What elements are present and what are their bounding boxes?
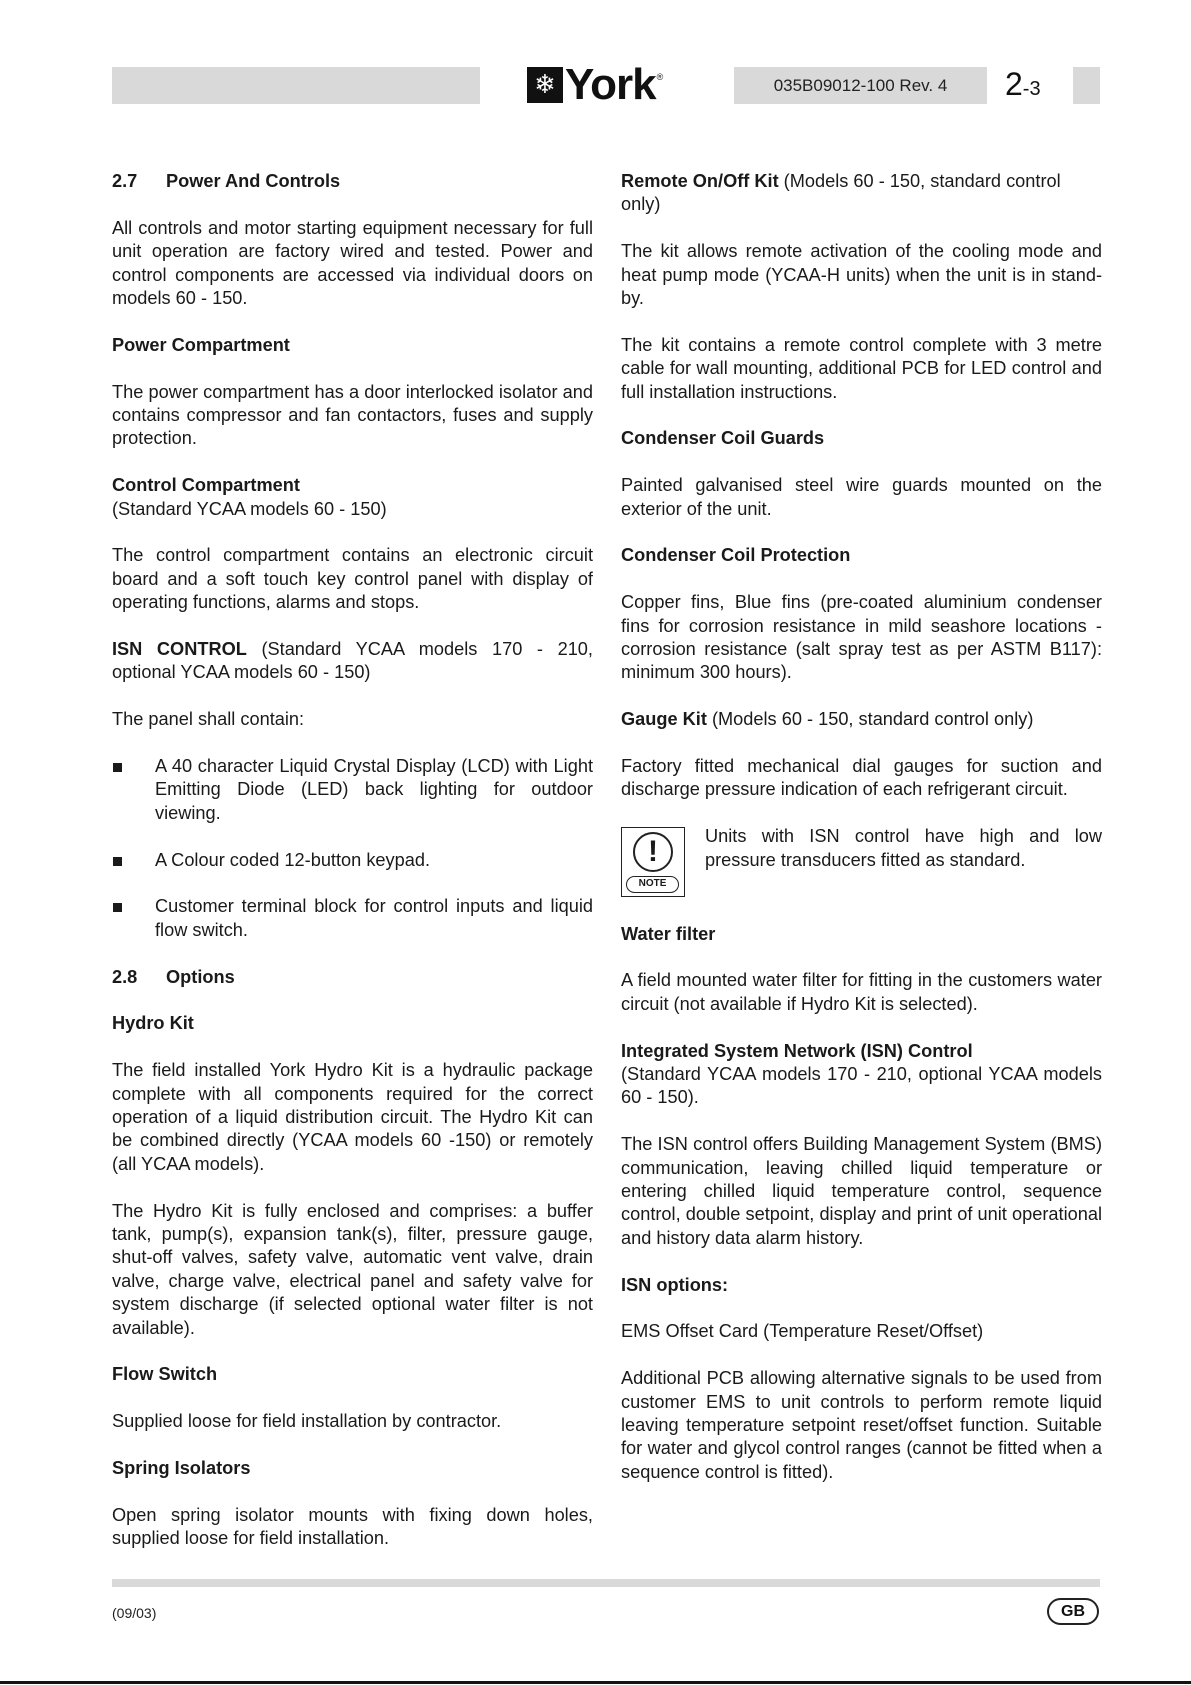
note-text: Units with ISN control have high and low pressure transducers fitted as standard. xyxy=(705,826,1102,870)
control-compartment-paragraph: The control compartment contains an electronic circuit board and a soft touch key control panel with display of operating functions, alarms and stops. xyxy=(112,545,593,613)
hydro-kit-heading: Hydro Kit xyxy=(112,1013,194,1034)
bullet-square-icon xyxy=(113,903,122,912)
left-column xyxy=(112,170,593,1574)
spring-isolators-paragraph: Open spring isolator mounts with fixing down holes, supplied loose for field installation. xyxy=(112,1504,593,1549)
ems-card-paragraph: Additional PCB allowing alternative signals to be used from customer EMS to unit controls to perform remote liquid leaving temperature setpoint reset/offset function. Suitable for water and glycol control ranges (cannot be fitted when a sequence control is fitted). xyxy=(621,1368,1102,1482)
header-bar-left xyxy=(112,67,480,104)
isn-paragraph: The ISN control offers Building Management System (BMS) communication, leaving chilled liquid temperature or entering chilled liquid temperature control, sequence control, double setpoint, display and print of unit operational and history data alarm history. xyxy=(621,1134,1102,1248)
list-item: A 40 character Liquid Crystal Display (LCD) with Light Emitting Diode (LED) back lighting for outdoor viewing. xyxy=(112,755,593,825)
york-logo xyxy=(527,60,664,109)
power-compartment-paragraph: The power compartment has a door interlocked isolator and contains compressor and fan contactors, fuses and supply protection. xyxy=(112,381,593,449)
document-reference: 035B09012-100 Rev. 4 xyxy=(734,67,987,104)
coil-guards-heading: Condenser Coil Guards xyxy=(621,428,825,449)
remote-kit-paragraph-2: The kit contains a remote control complete with 3 metre cable for wall mounting, additional PCB for LED control and full installation instructions. xyxy=(621,334,1102,402)
isn-control-heading: ISN CONTROL xyxy=(112,639,247,660)
page-bottom-edge xyxy=(0,1681,1191,1684)
exclamation-icon: ! xyxy=(633,832,673,872)
note-icon xyxy=(621,827,685,897)
bullet-square-icon xyxy=(113,857,122,866)
coil-protection-heading: Condenser Coil Protection xyxy=(621,545,851,566)
panel-contents-list xyxy=(112,755,593,942)
flow-switch-heading: Flow Switch xyxy=(112,1364,218,1385)
right-column xyxy=(621,170,1102,1508)
header-bar-right xyxy=(1073,67,1100,104)
remote-kit-heading-block: Remote On/Off Kit (Models 60 - 150, standard control only) xyxy=(621,171,1061,215)
page-number xyxy=(1005,60,1041,113)
language-badge: GB xyxy=(1047,1598,1099,1625)
list-item: Customer terminal block for control inputs and liquid flow switch. xyxy=(112,895,593,942)
ems-card-title: EMS Offset Card (Temperature Reset/Offset) xyxy=(621,1321,984,1342)
isn-block xyxy=(621,1040,1102,1110)
isn-control-paragraph: ISN CONTROL (Standard YCAA models 170 - 210, optional YCAA models 60 - 150) xyxy=(112,639,593,683)
remote-kit-paragraph-1: The kit allows remote activation of the cooling mode and heat pump mode (YCAA-H units) when the unit is in stand-by. xyxy=(621,241,1102,309)
footer-date: (09/03) xyxy=(112,1605,157,1621)
york-logo-icon: ❄ xyxy=(527,67,563,103)
power-compartment-heading: Power Compartment xyxy=(112,334,290,355)
hydro-kit-paragraph-1: The field installed York Hydro Kit is a hydraulic package complete with all components required for the correct operation of a liquid distribution circuit. The Hydro Kit can be combined directly (YCAA models 60 -150) or remotely (all YCAA models). xyxy=(112,1060,593,1174)
gauge-kit-paragraph: Factory fitted mechanical dial gauges for suction and discharge pressure indication of each refrigerant circuit. xyxy=(621,756,1102,800)
spring-isolators-heading: Spring Isolators xyxy=(112,1458,251,1479)
water-filter-heading: Water filter xyxy=(621,923,716,944)
page-number-sub: -3 xyxy=(1022,78,1041,100)
section-heading-2-7: 2.7 Power And Controls xyxy=(112,171,341,191)
note-block xyxy=(621,825,1102,899)
water-filter-paragraph: A field mounted water filter for fitting in the customers water circuit (not available if Hydro Kit is selected). xyxy=(621,970,1102,1014)
coil-guards-paragraph: Painted galvanised steel wire guards mounted on the exterior of the unit. xyxy=(621,475,1102,519)
note-label: NOTE xyxy=(626,876,679,893)
hydro-kit-paragraph-2: The Hydro Kit is fully enclosed and comprises: a buffer tank, pump(s), expansion tank(s), filter, pressure gauge, shut-off valves, safety valve, automatic vent valve, drain valve, charge valve, electrical panel and safety valve for system discharge (if selected optional water filter is not available). xyxy=(112,1200,593,1338)
footer-rule xyxy=(112,1579,1100,1587)
coil-protection-paragraph: Copper fins, Blue fins (pre-coated aluminium condenser fins for corrosion resistance in mild seashore locations - corrosion resistance (salt spray test as per ASTM B117): minimum 300 hours). xyxy=(621,592,1102,683)
list-item: A Colour coded 12-button keypad. xyxy=(112,849,593,872)
page-number-main: 2 xyxy=(1005,66,1023,102)
control-compartment-block xyxy=(112,474,593,521)
panel-intro: The panel shall contain: xyxy=(112,709,305,730)
remote-kit-heading: Remote On/Off Kit xyxy=(621,171,779,191)
flow-switch-paragraph: Supplied loose for field installation by contractor. xyxy=(112,1411,502,1432)
isn-options-heading: ISN options: xyxy=(621,1274,729,1295)
logo-text: York xyxy=(565,60,656,109)
section-heading-2-8: 2.8 Options xyxy=(112,966,235,987)
isn-models: (Standard YCAA models 170 - 210, optional YCAA models 60 - 150). xyxy=(621,1064,1102,1108)
control-compartment-heading: Control Compartment xyxy=(112,475,300,496)
isn-heading: Integrated System Network (ISN) Control xyxy=(621,1040,973,1061)
intro-paragraph: All controls and motor starting equipment necessary for full unit operation are factory wired and tested. Power and control components are accessed via individual doors on models 60 - 150. xyxy=(112,217,593,309)
registered-mark: ® xyxy=(656,72,664,82)
gauge-kit-heading-block: Gauge Kit (Models 60 - 150, standard control only) xyxy=(621,709,1034,730)
bullet-square-icon xyxy=(113,763,122,772)
gauge-kit-heading: Gauge Kit xyxy=(621,709,707,730)
control-compartment-models: (Standard YCAA models 60 - 150) xyxy=(112,498,387,519)
